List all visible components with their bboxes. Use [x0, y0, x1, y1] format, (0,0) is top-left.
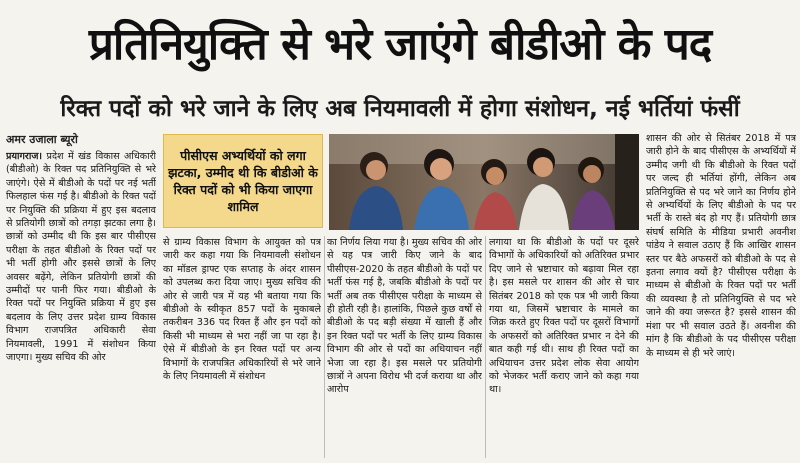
- callout-box: [163, 134, 323, 228]
- byline: अमर उजाला ब्यूरो: [6, 133, 78, 146]
- column-4-text: लगाया था कि बीडीओ के पदों पर दूसरे विभागों के अधिकारियों को अतिरिक्त प्रभार दिए जाने से भ्रष्टाचार को बढ़ावा मिल रहा है। इस मसले पर शासन की ओर से चार सितंबर 2018 को एक पत्र भी जारी किया गया था, जिसमें भ्रष्टाचार के मामले का जिक्र करते हुए रिक्त पदों पर दूसरों विभागों के अफसरों को अतिरिक्त प्रभार न देने की बात कही गई थी। साथ ही रिक्त पदों का अधियाचन उत्तर प्रदेश लोक सेवा आयोग को भेजकर भर्ती कराए जाने को कहा गया था।: [489, 237, 639, 396]
- column-5-text: शासन की ओर से सितंबर 2018 में पत्र जारी होने के बाद पीसीएस के अभ्यर्थियों में उम्मीद जगी थी कि बीडीओ के रिक्त पदों पर जल्द ही भर्तियां होंगी, लेकिन अब प्रतिनियुक्ति से पद भरे जाने का निर्णय होने से अभ्यर्थियों के लिए बीडीओ के पद पर भर्ती के रास्ते बंद हो गए हैं। प्रतियोगी छात्र संघर्ष समिति के मीडिया प्रभारी अवनीश पांडेय ने सवाल उठाए हैं कि आखिर शासन स्तर पर बैठे अफसरों को बीडीओ के पद से इतना लगाव क्यों है? पीसीएस परीक्षा के माध्यम से बीडीओ के रिक्त पदों पर भर्ती की व्यवस्था है तो प्रतिनियुक्ति से पद भरे जाने की क्या जरूरत है? इससे शासन की मंशा पर भी सवाल उठते हैं। अवनीश की मांग है कि बीडीओ के पद पीसीएस परीक्षा के माध्यम से ही भरे जाएं।: [646, 133, 796, 359]
- article-column-2: [163, 236, 321, 460]
- news-photo: [329, 134, 639, 230]
- headline: प्रतिनियुक्ति से भरे जाएंगे बीडीओ के पद: [88, 19, 712, 70]
- callout-text: पीसीएस अभ्यर्थियों को लगा झटका, उम्मीद थी कि बीडीओ के रिक्त पदों को भी किया जाएगा शामिल: [168, 148, 318, 214]
- students-photo-illustration: [329, 134, 639, 230]
- column-divider: [485, 236, 486, 458]
- article-column-4: [489, 236, 639, 460]
- column-3-text: का निर्णय लिया गया है। मुख्य सचिव की ओर से यह पत्र जारी किए जाने के बाद पीसीएस-2020 के तहत बीडीओ के पदों पर भर्ती फंस गई है, जबकि बीडीओ के पदों पर भर्ती अब तक पीसीएस परीक्षा के माध्यम से ही होती रही है। हालांकि, पिछले कुछ वर्षों से बीडीओ के पद बड़ी संख्या में खाली हैं और इन रिक्त पदों पर भर्ती के लिए ग्राम्य विकास विभाग की ओर से पदों का अधियाचन नहीं भेजा जा रहा है। इस मसले पर प्रतियोगी छात्रों ने अपना विरोध भी दर्ज कराया था और आरोप: [327, 237, 482, 396]
- column-2-text: से ग्राम्य विकास विभाग के आयुक्त को पत्र जारी कर कहा गया कि नियमावली संशोधन का मॉडल ड्राफ्ट एक सप्ताह के अंदर शासन को उपलब्ध करा दिया जाए। मुख्य सचिव की ओर से जारी पत्र में यह भी बताया गया कि बीडीओ के स्वीकृत 857 पदों के मुकाबले तकरीबन 336 पद रिक्त हैं और इन पदों को किसी भी माध्यम से भरा नहीं जा पा रहा है। ऐसे में बीडीओ के इन रिक्त पदों पर अन्य विभागों के राजपत्रित अधिकारियों से भरे जाने के लिए नियमावली में संशोधन: [163, 237, 321, 383]
- article-column-1: [6, 150, 156, 460]
- column-divider: [324, 236, 325, 458]
- subheadline: रिक्त पदों को भरे जाने के लिए अब नियमावली में होगा संशोधन, नई भर्तियां फंसीं: [60, 96, 740, 122]
- article-column-3: [327, 236, 482, 460]
- dateline: प्रयागराज।: [6, 151, 43, 162]
- column-1-text: प्रदेश में खंड विकास अधिकारी (बीडीओ) के रिक्त पद प्रतिनियुक्ति से भरे जाएंगे। ऐसे में बीडीओ के पदों पर नई भर्ती फिलहाल फंस गई है। बीडीओ के रिक्त पदों पर नियुक्ति की प्रक्रिया में हुए इस बदलाव से प्रतियोगी छात्रों को तगड़ा झटका लगा है। छात्रों को उम्मीद थी कि इस बार पीसीएस परीक्षा के तहत बीडीओ के रिक्त पदों पर भी भर्ती होगी और इससे छात्रों के लिए अवसर बढ़ेंगे, लेकिन प्रतियोगी छात्रों की उम्मीदों पर पानी फिर गया। बीडीओ के रिक्त पदों पर नियुक्ति प्रक्रिया में हुए इस बदलाव के लिए उत्तर प्रदेश ग्राम्य विकास विभाग राजपत्रित अधिकारी सेवा नियमावली, 1991 में संशोधन किया जाएगा। मुख्य सचिव की ओर: [6, 151, 156, 364]
- article-column-5: [646, 132, 796, 460]
